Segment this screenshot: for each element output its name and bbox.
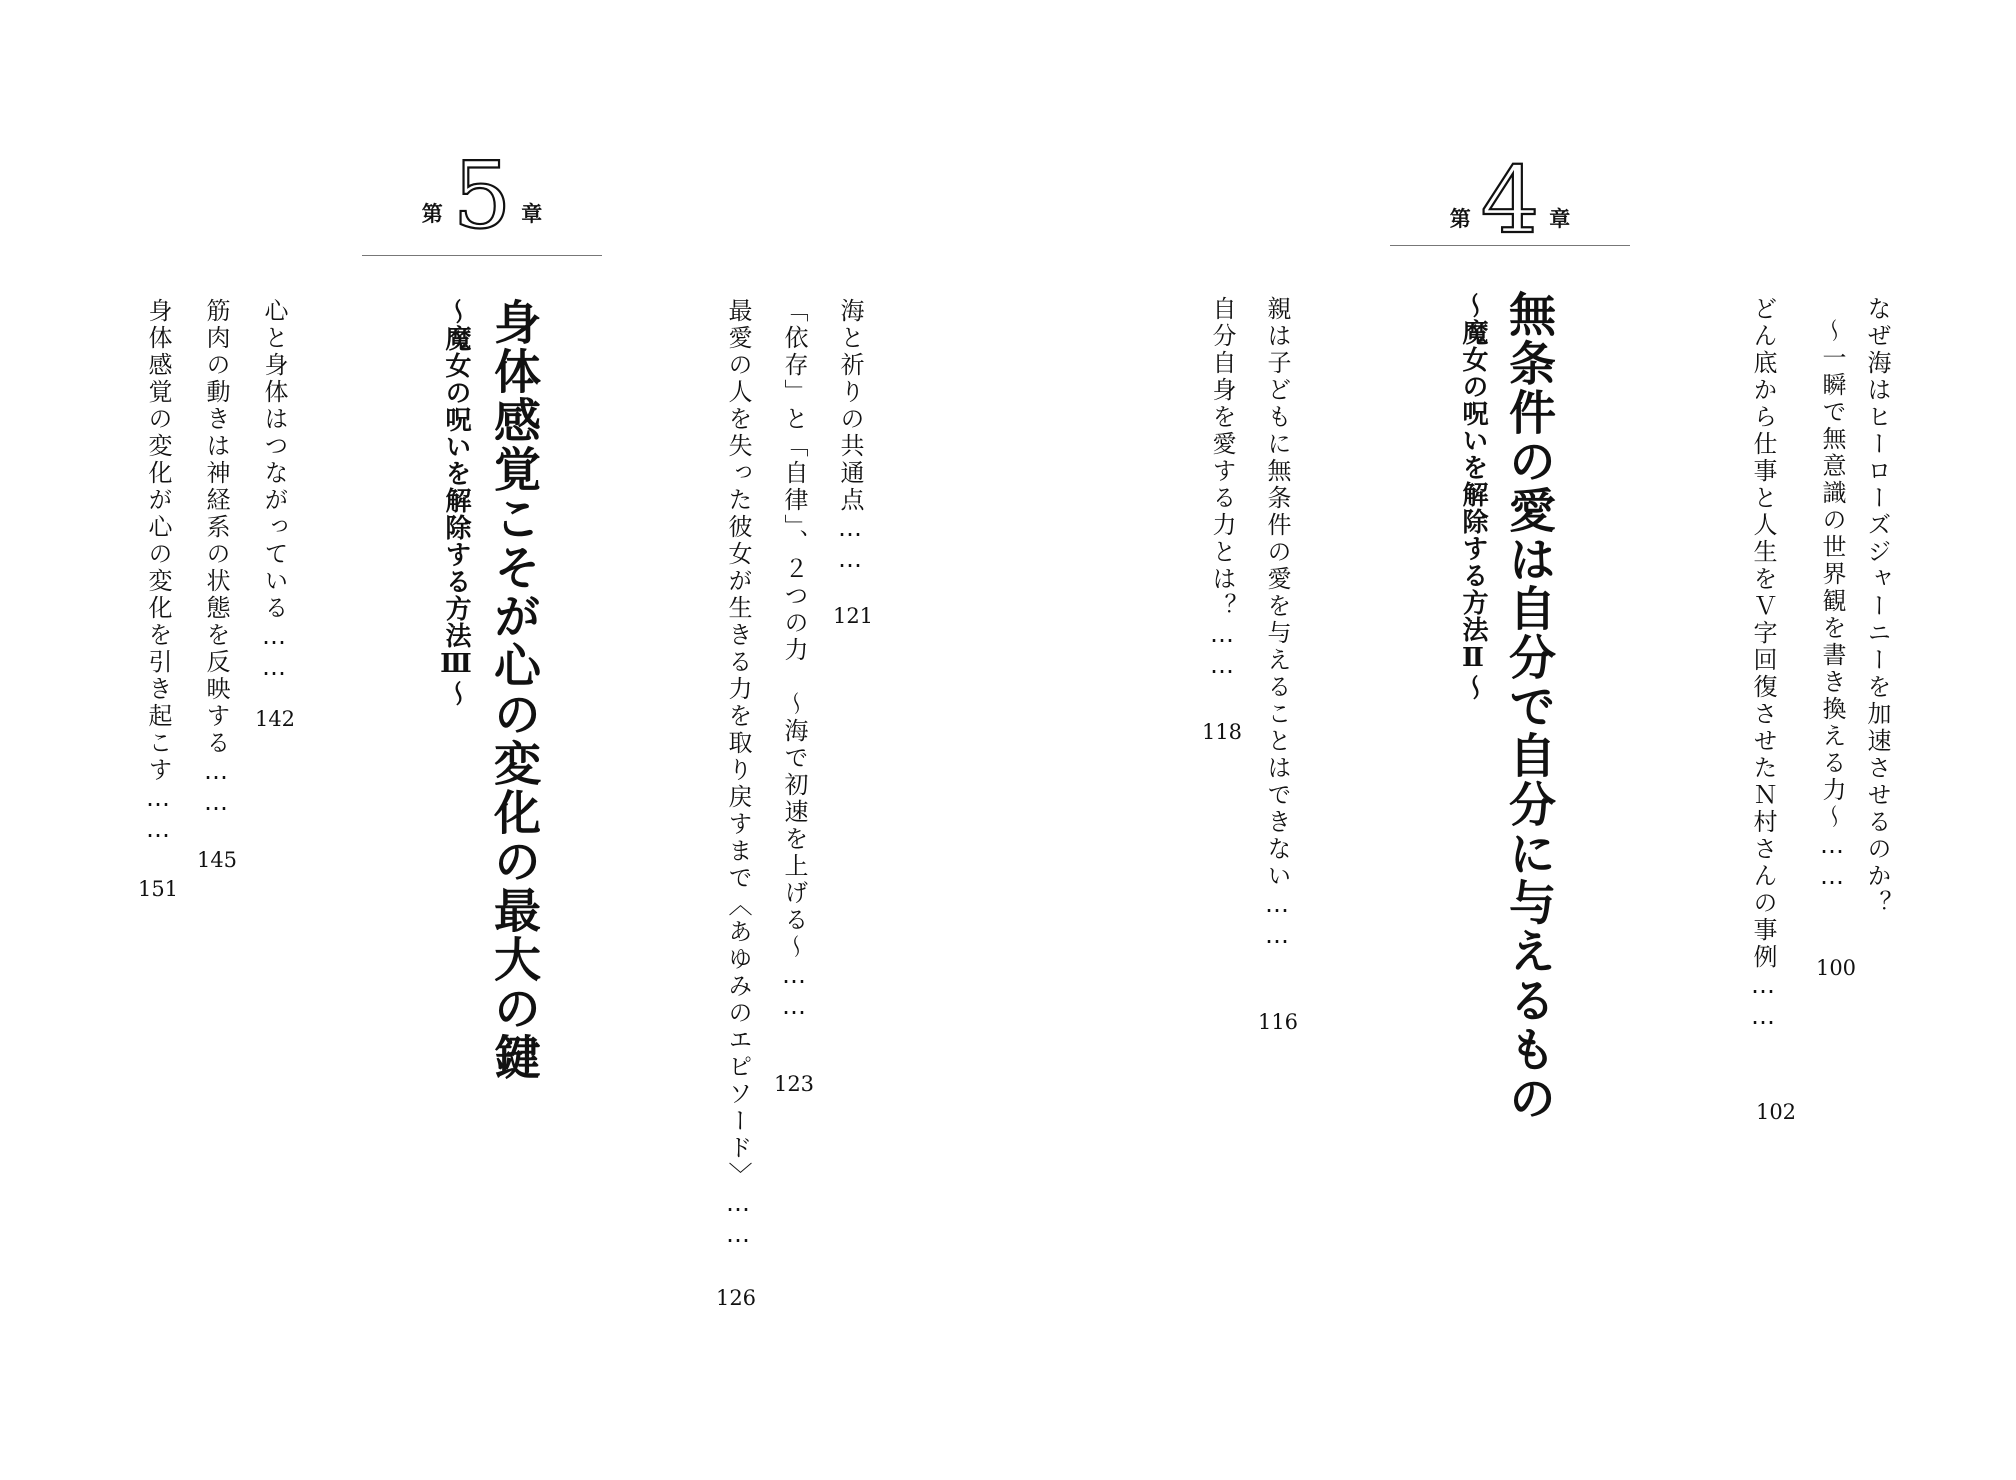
toc-entry[interactable]: 身体感覚の変化が心の変化を引き起こす…… — [144, 298, 172, 846]
chapter-number: 5 — [452, 142, 512, 249]
toc-entry[interactable]: 筋肉の動きは神経系の状態を反映する…… — [202, 298, 230, 819]
page-number: 116 — [1257, 1010, 1299, 1034]
toc-entry[interactable]: 〜一瞬で無意識の世界観を書き換える力〜…… — [1818, 318, 1846, 893]
page-number: 145 — [196, 848, 238, 872]
chapter-5-divider — [362, 255, 602, 256]
page-number: 121 — [832, 604, 874, 628]
page-number: 142 — [254, 707, 296, 731]
page-number: 123 — [773, 1072, 815, 1096]
toc-entry[interactable]: 自分自身を愛する力とは？…… — [1208, 296, 1236, 682]
toc-entry[interactable]: 親は子どもに無条件の愛を与えることはできない…… — [1263, 296, 1291, 952]
chapter-suffix: 章 — [521, 201, 543, 226]
page-number: 100 — [1815, 956, 1857, 980]
chapter-suffix: 章 — [1549, 206, 1571, 231]
page-number: 151 — [137, 877, 179, 901]
chapter-prefix: 第 — [1449, 206, 1471, 231]
chapter-4-heading — [1390, 147, 1630, 254]
toc-entry[interactable]: どん底から仕事と人生をＶ字回復させたＮ村さんの事例…… — [1749, 296, 1777, 1033]
chapter-4-divider — [1390, 245, 1630, 246]
chapter-4-title: 無条件の愛は自分で自分に与えるもの — [1501, 290, 1556, 1123]
page-number: 118 — [1201, 720, 1243, 744]
chapter-5-heading — [362, 142, 602, 249]
toc-entry[interactable]: 最愛の人を失った彼女が生きる力を取り戻すまで〈あゆみのエピソード〉…… — [724, 298, 752, 1251]
chapter-prefix: 第 — [421, 201, 443, 226]
chapter-number: 4 — [1480, 147, 1540, 254]
chapter-5-subtitle: 〜魔女の呪いを解除する方法Ⅲ〜 — [441, 298, 471, 707]
page-number: 126 — [715, 1286, 757, 1310]
chapter-4-subtitle: 〜魔女の呪いを解除する方法Ⅱ〜 — [1458, 292, 1488, 701]
toc-entry[interactable]: 海と祈りの共通点…… — [836, 298, 864, 576]
toc-entry[interactable]: 「依存」と「自律」、２つの力 〜海で初速を上げる〜…… — [780, 298, 808, 1023]
chapter-5-title: 身体感覚こそが心の変化の最大の鍵 — [486, 298, 541, 1082]
page-number: 102 — [1755, 1100, 1797, 1124]
toc-entry[interactable]: なぜ海はヒーローズジャーニーを加速させるのか？ — [1863, 296, 1891, 917]
toc-entry[interactable]: 心と身体はつながっている…… — [260, 298, 288, 684]
